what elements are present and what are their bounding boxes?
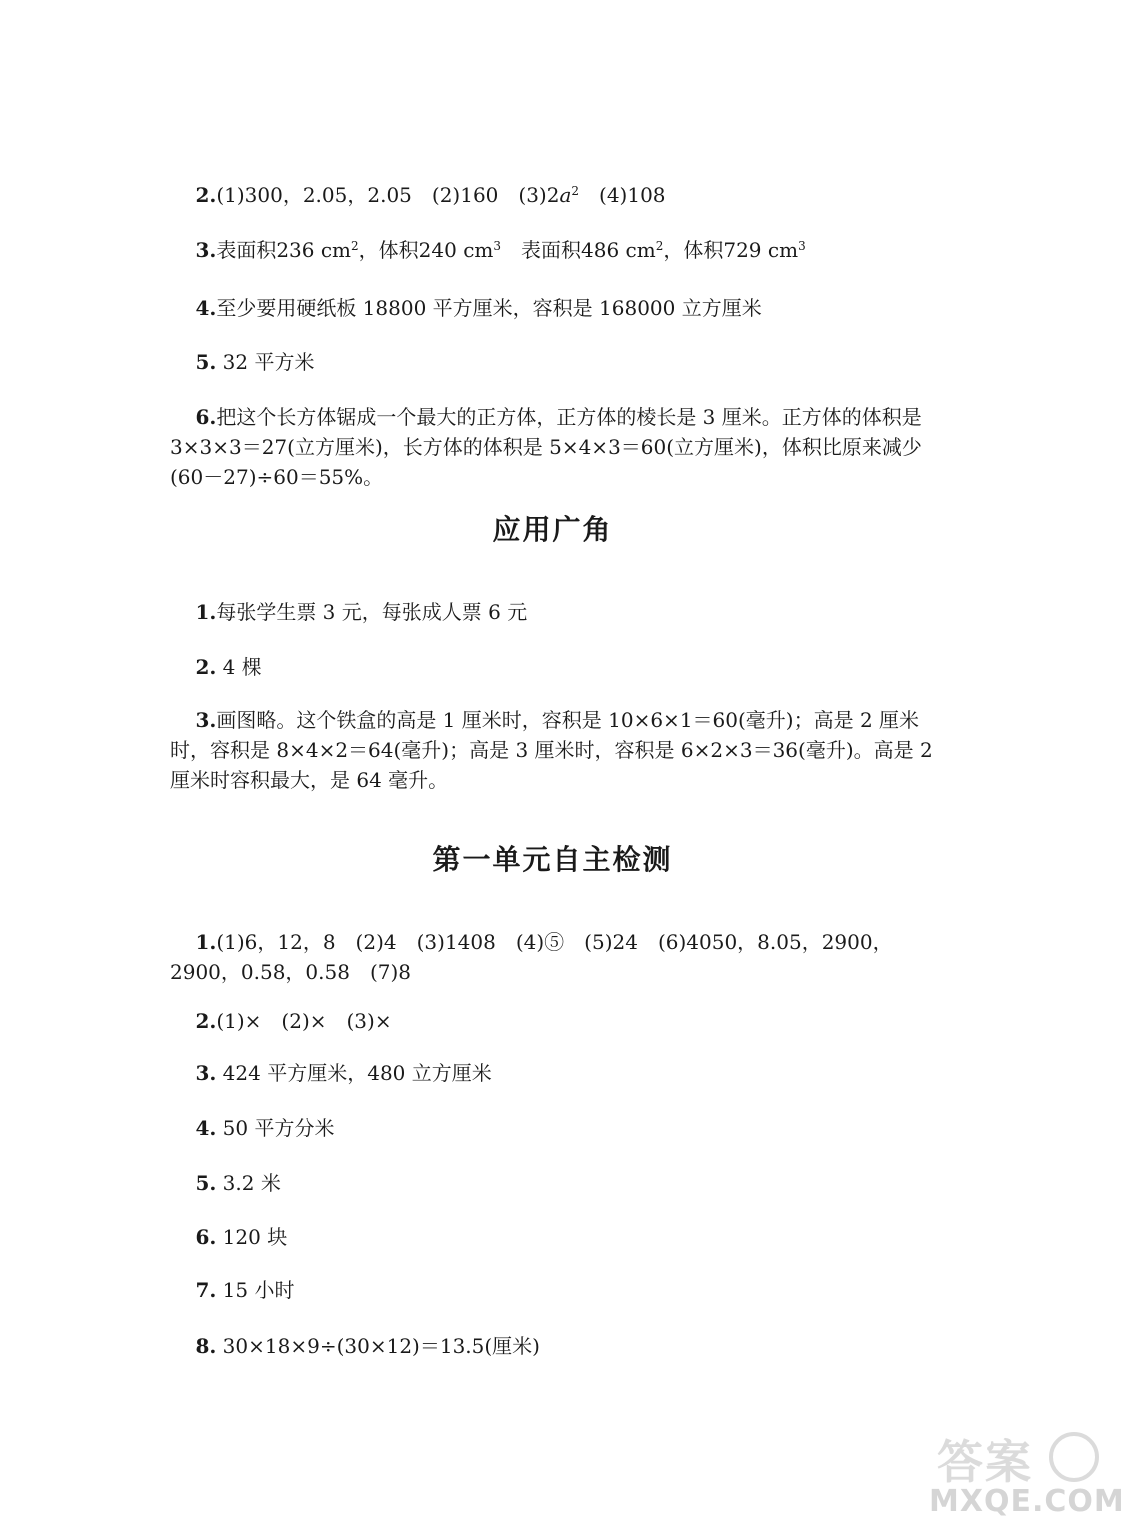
item-text: 15 小时 xyxy=(216,1278,295,1302)
item-number: 4. xyxy=(195,296,217,320)
item-text: (1)× (2)× (3)× xyxy=(216,1009,392,1033)
item-text: ，体积240 cm xyxy=(358,238,494,262)
item-text: 3.2 米 xyxy=(216,1171,281,1195)
item-text: 4 棵 xyxy=(216,655,262,679)
item-text: 表面积236 cm xyxy=(216,238,352,262)
item-text: (4)108 xyxy=(579,183,666,207)
section-title: 第一单元自主检测 xyxy=(432,843,673,876)
item-number: 8. xyxy=(195,1334,217,1358)
watermark-logo xyxy=(907,1422,1125,1532)
watermark-top-text: 答案 xyxy=(937,1435,1033,1489)
item-text: 120 块 xyxy=(216,1225,288,1249)
item-number: 3. xyxy=(195,1061,217,1085)
item-text: 至少要用硬纸板 18800 平方厘米，容积是 168000 立方厘米 xyxy=(216,296,762,320)
item-text: 30×18×9÷(30×12)＝13.5(厘米) xyxy=(216,1334,540,1358)
item-text: ，体积729 cm xyxy=(663,238,799,262)
item-number: 7. xyxy=(195,1278,217,1302)
superscript: 2 xyxy=(351,239,359,253)
item-text: (1)6，12，8 (2)4 (3)1408 (4)⑤ (5)24 (6)4050，8.05，2900，2900，0.58，0.58 (7)8 xyxy=(170,930,893,984)
item-number: 6. xyxy=(195,1225,217,1249)
item-number: 2. xyxy=(195,655,217,679)
answer-item xyxy=(170,372,950,522)
section-title: 应用广角 xyxy=(492,513,613,546)
item-text: (1)300，2.05，2.05 (2)160 (3)2 xyxy=(216,183,560,207)
watermark-badge-icon xyxy=(1049,1432,1099,1482)
item-number: 1. xyxy=(195,600,217,624)
item-number: 2. xyxy=(195,183,217,207)
item-number: 3. xyxy=(195,708,217,732)
item-number: 2. xyxy=(195,1009,217,1033)
item-text: 424 平方厘米，480 立方厘米 xyxy=(216,1061,492,1085)
item-number: 4. xyxy=(195,1116,217,1140)
superscript: 2 xyxy=(655,239,664,253)
item-number: 3. xyxy=(195,238,217,262)
item-number: 1. xyxy=(195,930,217,954)
item-number: 5. xyxy=(195,1171,217,1195)
variable: a xyxy=(559,183,572,207)
superscript: 3 xyxy=(493,239,502,253)
item-text: 每张学生票 3 元，每张成人票 6 元 xyxy=(216,600,528,624)
item-text: 画图略。这个铁盒的高是 1 厘米时，容积是 10×6×1＝60(毫升)；高是 2 厘米时，容积是 8×4×2＝64(毫升)；高是 3 厘米时，容积是 6×2×3＝36(毫升)。高是 2 厘米时容积最大，是 64 毫升。 xyxy=(170,708,940,792)
answer-item xyxy=(170,675,950,825)
item-number: 6. xyxy=(195,405,217,429)
item-text: 32 平方米 xyxy=(216,350,315,374)
answer-item xyxy=(170,1301,950,1391)
superscript: 3 xyxy=(798,239,806,253)
superscript: 2 xyxy=(571,184,580,198)
watermark-url-text: MXQE.COM xyxy=(929,1484,1125,1519)
item-number: 5. xyxy=(195,350,217,374)
item-text: 50 平方分米 xyxy=(216,1116,335,1140)
item-text: 表面积486 cm xyxy=(501,238,656,262)
item-text: 把这个长方体锯成一个最大的正方体，正方体的棱长是 3 厘米。正方体的体积是 3×3×3＝27(立方厘米)，长方体的体积是 5×4×3＝60(立方厘米)，体积比原来减少(60－27)÷60＝55%。 xyxy=(170,405,929,489)
